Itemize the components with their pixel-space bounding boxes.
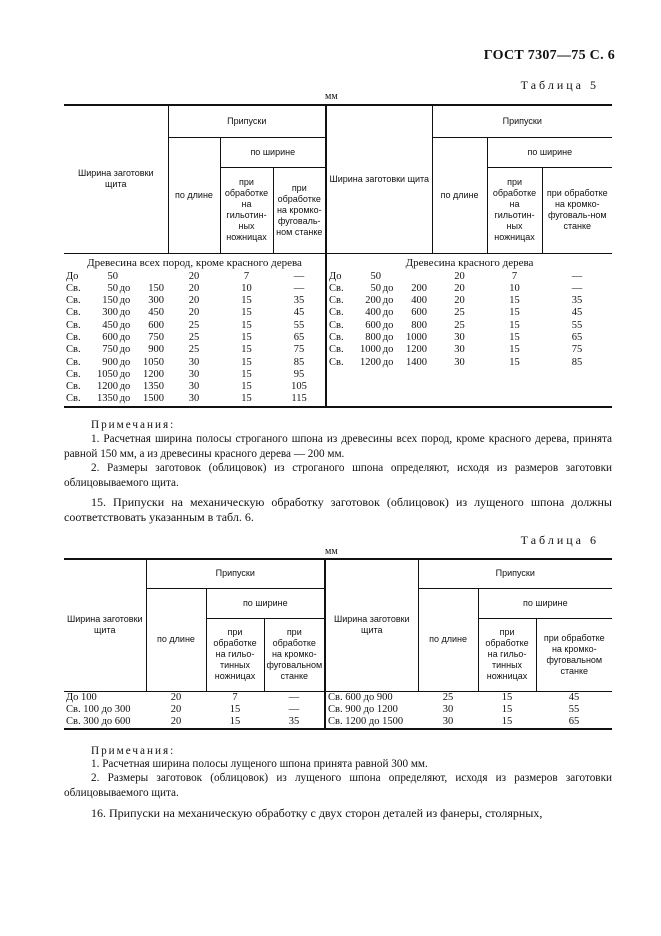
cell-length: 25 <box>188 344 200 356</box>
t6-header-by-width-left: по ширине <box>206 588 325 618</box>
t6-header-guillotine-right: при обработке на гильо-тинных ножницах <box>478 618 536 691</box>
width-part-p: Св. <box>66 344 81 356</box>
t5-header-edge-left: при обработке на кромко-фуговаль-ном станке <box>273 167 326 253</box>
table-row <box>64 691 612 704</box>
width-part-b: 800 <box>411 319 428 331</box>
cell-guillotine: 15 <box>509 295 520 307</box>
width-part-a: 1050 <box>97 368 118 380</box>
width-part-a: 300 <box>102 307 118 319</box>
width-part-p: Св. <box>329 344 344 356</box>
table-row <box>64 344 612 356</box>
cell-guillotine: 15 <box>241 368 252 380</box>
table6-caption: Таблица 6 <box>520 533 599 547</box>
cell-length: 20 <box>454 282 465 294</box>
width-part-b: 1350 <box>143 381 164 393</box>
cell-guillotine: 15 <box>241 295 252 307</box>
cell-length: 20 <box>170 691 182 703</box>
cell-empty <box>487 381 542 393</box>
width-part-m: до <box>119 331 131 343</box>
cell-edge: 75 <box>571 344 583 356</box>
width-part-a: 400 <box>365 307 382 319</box>
cell-guillotine: 7 <box>243 270 250 282</box>
width-part-a: 1000 <box>360 344 382 356</box>
cell-width <box>64 307 168 319</box>
width-part-b: 600 <box>411 307 428 319</box>
cell-empty <box>326 369 432 381</box>
width-part-m: до <box>382 356 394 368</box>
width-part-b: 1400 <box>406 356 428 368</box>
table-row <box>64 369 612 381</box>
cell-empty <box>432 393 487 406</box>
cell-guillotine: 15 <box>220 393 273 406</box>
cell-width: Св. 1200 до 1500 <box>325 716 418 729</box>
table-row <box>64 716 612 729</box>
cell-empty <box>542 393 612 406</box>
cell-guillotine: 15 <box>241 307 252 319</box>
width-part-p: Св. <box>66 307 81 319</box>
cell-guillotine: 15 <box>241 381 252 393</box>
cell-width: Св. 900 до 1200 <box>325 704 418 716</box>
cell-length: 25 <box>188 319 200 331</box>
cell-length: 20 <box>188 270 200 282</box>
width-part-m: до <box>382 331 394 343</box>
width-part-a: 600 <box>102 331 118 343</box>
width-part-b: 150 <box>148 282 164 294</box>
cell-guillotine: 10 <box>509 282 520 294</box>
cell-width <box>64 381 168 393</box>
cell-empty <box>487 393 542 406</box>
width-part-b: 750 <box>148 331 164 343</box>
cell-edge: 35 <box>571 295 583 307</box>
page-header: ГОСТ 7307—75 С. 6 <box>483 48 615 63</box>
cell-length: 25 <box>442 691 454 703</box>
width-part-a: 50 <box>370 282 382 294</box>
cell-width <box>64 332 168 344</box>
width-part-b: 1200 <box>406 344 428 356</box>
cell-edge: 95 <box>293 368 305 380</box>
table-row <box>64 332 612 344</box>
cell-guillotine: 15 <box>509 307 520 319</box>
t6-header-width-right: Ширина заготовки щита <box>325 559 418 691</box>
cell-length: 30 <box>454 356 465 368</box>
t5-header-by-width-right: по ширине <box>487 137 612 167</box>
t5-header-allowances-left: Припуски <box>168 105 326 137</box>
cell-width <box>64 393 168 406</box>
cell-width: Св. 600 до 900 <box>325 691 418 704</box>
width-part-p: До <box>329 270 342 282</box>
cell-edge: — <box>288 703 300 715</box>
cell-length: 20 <box>188 282 200 294</box>
width-part-m: до <box>119 356 131 368</box>
width-part-a: 150 <box>102 295 118 307</box>
cell-guillotine: 15 <box>241 319 252 331</box>
t5-header-by-width-left: по ширине <box>220 137 326 167</box>
width-part-a: 50 <box>107 282 118 294</box>
t5-header-guillotine-left: при обработке на гильотин-ных ножницах <box>220 167 273 253</box>
width-part-a: 450 <box>102 319 118 331</box>
cell-length: 20 <box>454 270 465 282</box>
t6-header-by-width-right: по ширине <box>478 588 612 618</box>
width-part-p: Св. <box>329 307 344 319</box>
t5-group-left: Древесина всех пород, кроме красного дерева <box>87 256 302 269</box>
cell-length: 30 <box>418 716 478 729</box>
width-part-b: 300 <box>148 295 164 307</box>
cell-length: 20 <box>188 295 200 307</box>
t6-header-by-length-right: по длине <box>418 588 478 691</box>
notes2-item-2: 2. Размеры заготовок (облицовок) из лущеного шпона определяют, исходя из размеров заготовки облицовываемого щита. <box>64 772 612 799</box>
cell-edge: 85 <box>571 356 583 368</box>
cell-length: 30 <box>168 393 220 406</box>
cell-edge: 45 <box>293 307 305 319</box>
width-part-p: До <box>66 270 79 282</box>
width-part-b: 1050 <box>143 356 164 368</box>
width-part-p: Св. <box>329 356 344 368</box>
cell-width <box>326 357 432 369</box>
table-row <box>64 704 612 716</box>
cell-guillotine: 15 <box>501 691 513 703</box>
cell-edge: 105 <box>291 381 307 393</box>
width-part-b: 600 <box>148 319 164 331</box>
width-part-m: до <box>382 344 394 356</box>
width-part-a: 1200 <box>97 381 118 393</box>
cell-length: 20 <box>454 295 465 307</box>
width-part-p: Св. <box>329 295 344 307</box>
cell-length: 30 <box>188 356 200 368</box>
width-part-p: Св. <box>66 356 81 368</box>
width-part-m: до <box>119 381 131 393</box>
t6-header-edge-left: при обработке на кромко-фуговальном станке <box>264 618 325 691</box>
cell-empty <box>542 369 612 381</box>
width-part-p: Св. <box>66 331 81 343</box>
cell-guillotine: 15 <box>241 356 252 368</box>
width-part-a: 50 <box>370 270 382 282</box>
width-part-p: Св. <box>66 381 81 393</box>
cell-edge: 115 <box>273 393 326 406</box>
t5-header-guillotine-right: при обработке на гильотин-ных ножницах <box>487 167 542 253</box>
cell-guillotine: 15 <box>509 331 520 343</box>
notes1-item-1: 1. Расчетная ширина полосы строганого шпона из древесины всех пород, кроме красного дерева, принята равной 150 мм, а из древесины красного дерева — 200 мм. <box>64 433 612 460</box>
width-part-a: 50 <box>107 270 118 282</box>
table-row <box>64 393 612 406</box>
cell-width <box>64 344 168 356</box>
cell-width <box>64 283 168 295</box>
cell-guillotine: 15 <box>206 716 264 729</box>
notes2-item-1: 1. Расчетная ширина полосы лущеного шпона принята равной 300 мм. <box>91 758 428 770</box>
width-part-m: до <box>382 282 394 294</box>
cell-empty <box>432 369 487 381</box>
cell-width: До 100 <box>66 691 97 703</box>
t6-header-edge-right: при обработке на кромко-фуговальном станке <box>536 618 612 691</box>
table5-caption: Таблица 5 <box>520 78 599 92</box>
cell-length: 20 <box>188 307 200 319</box>
width-part-m: до <box>119 368 131 380</box>
width-part-b: 1000 <box>406 331 428 343</box>
cell-width <box>64 295 168 307</box>
width-part-m: до <box>119 295 131 307</box>
cell-guillotine: 15 <box>509 344 520 356</box>
cell-empty <box>326 381 432 393</box>
width-part-b: 1200 <box>143 368 164 380</box>
width-part-p: Св. <box>66 393 81 405</box>
cell-width: Св. 300 до 600 <box>64 716 146 729</box>
table6-unit: мм <box>325 546 338 557</box>
table-5 <box>64 104 612 408</box>
cell-guillotine: 15 <box>501 703 513 715</box>
width-part-m: до <box>119 393 131 405</box>
cell-edge: 35 <box>264 716 325 729</box>
width-part-b: 200 <box>411 282 428 294</box>
cell-empty <box>542 381 612 393</box>
width-part-p: Св. <box>66 319 81 331</box>
cell-length: 30 <box>442 703 454 715</box>
paragraph-16: 16. Припуски на механическую обработку с двух сторон деталей из фанеры, столярных, <box>91 806 543 820</box>
width-part-b: 1500 <box>143 393 164 405</box>
cell-edge: 45 <box>571 307 583 319</box>
cell-width: Св. 100 до 300 <box>66 703 131 715</box>
cell-width <box>326 271 432 283</box>
table-row <box>64 381 612 393</box>
t5-header-edge-right: при обработке на кромко-фуговаль-ном станке <box>542 167 612 253</box>
cell-guillotine: 7 <box>511 270 518 282</box>
width-part-a: 750 <box>102 344 118 356</box>
width-part-m: до <box>119 307 131 319</box>
width-part-m: до <box>382 307 394 319</box>
table5-unit: мм <box>325 91 338 102</box>
width-part-a: 800 <box>365 331 382 343</box>
cell-length: 20 <box>146 716 206 729</box>
cell-width <box>326 320 432 332</box>
cell-width <box>64 320 168 332</box>
t6-header-allowances-right: Припуски <box>418 559 612 588</box>
cell-guillotine: 15 <box>478 716 536 729</box>
cell-guillotine: 7 <box>232 691 238 703</box>
width-part-p: Св. <box>329 282 344 294</box>
cell-edge: 85 <box>293 356 305 368</box>
t6-header-allowances-left: Припуски <box>146 559 325 588</box>
table-row <box>64 307 612 319</box>
cell-guillotine: 15 <box>241 331 252 343</box>
width-part-b: 900 <box>148 344 164 356</box>
cell-guillotine: 15 <box>509 319 520 331</box>
cell-edge: 55 <box>293 319 305 331</box>
t5-header-allowances-right: Припуски <box>432 105 612 137</box>
width-part-m: до <box>119 344 131 356</box>
table-row <box>64 271 612 283</box>
notes1-title: Примечания: <box>91 419 176 431</box>
cell-guillotine: 15 <box>509 356 520 368</box>
cell-width <box>326 344 432 356</box>
cell-width <box>64 357 168 369</box>
width-part-m: до <box>382 319 394 331</box>
cell-edge: 55 <box>568 703 580 715</box>
cell-edge: — <box>571 282 583 294</box>
cell-width <box>326 295 432 307</box>
cell-edge: 55 <box>571 319 583 331</box>
cell-guillotine: 15 <box>241 344 252 356</box>
cell-edge: — <box>288 691 300 703</box>
cell-guillotine: 10 <box>241 282 252 294</box>
width-part-a: 1350 <box>97 393 118 405</box>
cell-width <box>64 369 168 381</box>
cell-width <box>326 332 432 344</box>
cell-length: 25 <box>454 307 465 319</box>
cell-empty <box>326 393 432 406</box>
width-part-m: до <box>382 295 394 307</box>
notes1-item-2: 2. Размеры заготовок (облицовок) из строганого шпона определяют, исходя из размеров заготовки облицовываемого щита. <box>64 462 612 489</box>
t6-header-guillotine-left: при обработке на гильо-тинных ножницах <box>206 618 264 691</box>
cell-empty <box>487 369 542 381</box>
cell-width <box>326 283 432 295</box>
t6-header-by-length-left: по длине <box>146 588 206 691</box>
cell-length: 25 <box>188 331 200 343</box>
width-part-p: Св. <box>329 319 344 331</box>
t5-header-by-length-left: по длине <box>168 137 220 253</box>
cell-edge: 65 <box>536 716 612 729</box>
paragraph-15: 15. Припуски на механическую обработку заготовок (облицовок) из лущеного шпона должны соответствовать указанным в табл. 6. <box>64 495 612 524</box>
width-part-p: Св. <box>66 368 81 380</box>
cell-edge: 65 <box>571 331 583 343</box>
width-part-b: 450 <box>148 307 164 319</box>
table-row <box>64 295 612 307</box>
cell-length: 25 <box>454 319 465 331</box>
cell-length: 30 <box>188 368 200 380</box>
cell-edge: 65 <box>293 331 305 343</box>
t5-header-width-left: Ширина заготовки щита <box>64 105 168 253</box>
cell-width <box>64 271 168 283</box>
table-row <box>64 283 612 295</box>
cell-empty <box>432 381 487 393</box>
t5-header-width-right: Ширина заготовки щита <box>326 105 432 253</box>
width-part-a: 600 <box>365 319 382 331</box>
table-row <box>64 357 612 369</box>
t5-group-right: Древесина красного дерева <box>326 253 612 271</box>
notes2-title: Примечания: <box>91 745 176 757</box>
table-6 <box>64 558 612 730</box>
cell-length: 30 <box>454 344 465 356</box>
width-part-m: до <box>119 282 131 294</box>
cell-width <box>326 307 432 319</box>
t5-header-by-length-right: по длине <box>432 137 487 253</box>
width-part-p: Св. <box>329 331 344 343</box>
cell-length: 30 <box>454 331 465 343</box>
cell-edge: — <box>293 270 305 282</box>
width-part-b: 400 <box>411 295 428 307</box>
table-row <box>64 320 612 332</box>
cell-guillotine: 15 <box>229 703 241 715</box>
width-part-m: до <box>119 319 131 331</box>
width-part-a: 200 <box>365 295 382 307</box>
width-part-a: 1200 <box>360 356 382 368</box>
width-part-a: 900 <box>102 356 118 368</box>
cell-edge: 75 <box>293 344 305 356</box>
width-part-p: Св. <box>66 295 81 307</box>
cell-edge: 45 <box>568 691 580 703</box>
width-part-p: Св. <box>66 282 81 294</box>
cell-edge: — <box>571 270 583 282</box>
t6-header-width-left: Ширина заготовки щита <box>64 559 146 691</box>
cell-length: 20 <box>170 703 182 715</box>
cell-length: 30 <box>188 381 200 393</box>
cell-edge: 35 <box>293 295 305 307</box>
cell-edge: — <box>293 282 305 294</box>
